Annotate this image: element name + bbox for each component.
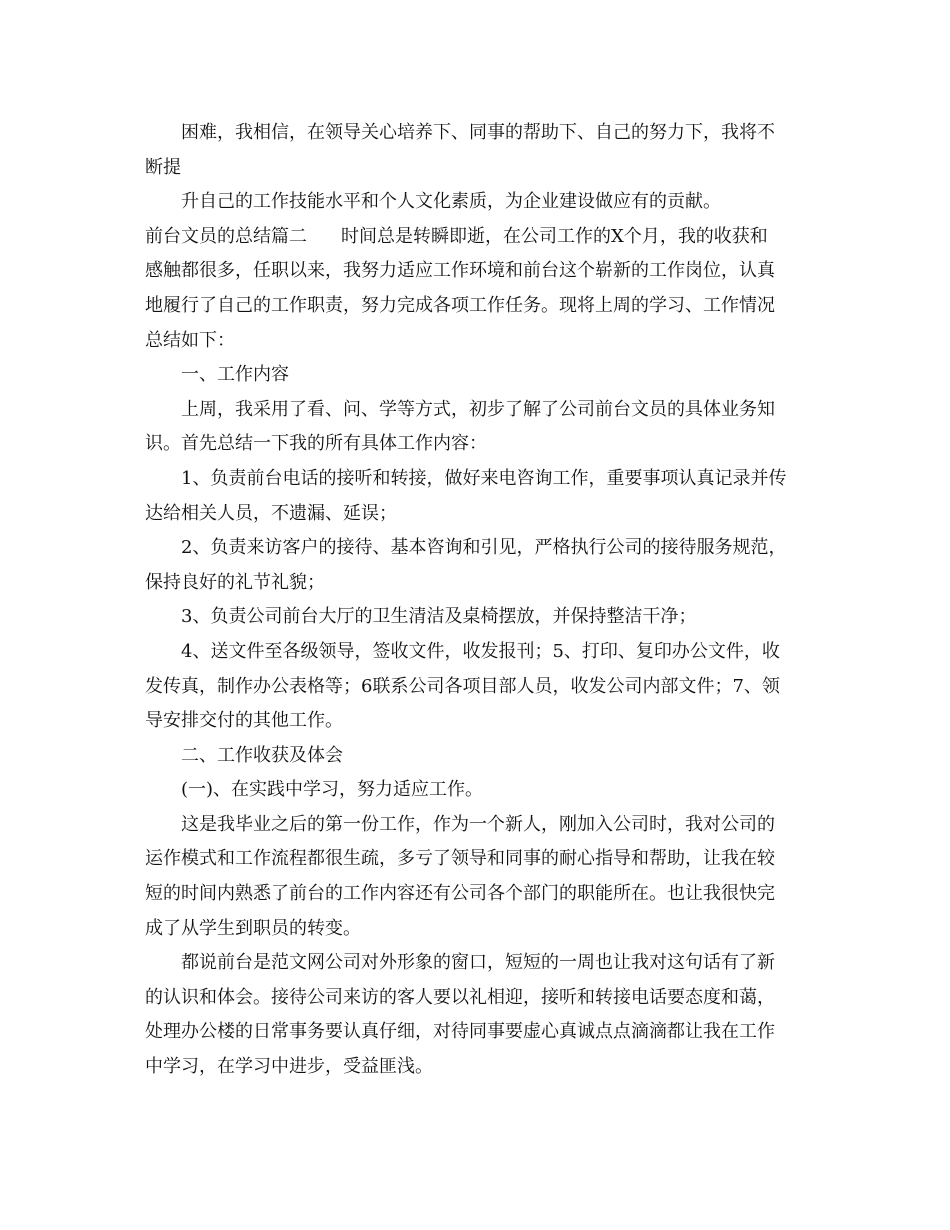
paragraph-line: 这是我毕业之后的第一份工作，作为一个新人，刚加入公司时，我对公司的 xyxy=(181,813,775,835)
list-item-line: 2、负责来访客户的接待、基本咨询和引见，严格执行公司的接待服务规范， xyxy=(181,537,787,559)
paragraph-line: 成了从学生到职员的转变。 xyxy=(145,917,361,939)
list-item-line: 4、送文件至各级领导，签收文件，收发报刊；5、打印、复印办公文件，收 xyxy=(181,640,780,662)
list-item-line: 导安排交付的其他工作。 xyxy=(145,710,343,732)
list-item-line: 发传真，制作办公表格等；6联系公司各项目部人员，收发公司内部文件；7、领 xyxy=(145,675,780,697)
paragraph-text: 时间总是转瞬即逝，在公司工作的X个月，我的收获和 xyxy=(341,225,768,247)
paragraph-line: 感触都很多，任职以来，我努力适应工作环境和前台这个崭新的工作岗位，认真 xyxy=(145,260,775,282)
paragraph-line: 断提 xyxy=(145,156,181,178)
paragraph-line: 地履行了自己的工作职责，努力完成各项工作任务。现将上周的学习、工作情况 xyxy=(145,294,775,316)
paragraph-line: 总结如下： xyxy=(145,329,235,351)
paragraph-line: 短的时间内熟悉了前台的工作内容还有公司各个部门的职能所在。也让我很快完 xyxy=(145,883,775,905)
document-body xyxy=(145,116,805,1085)
list-item-line: 1、负责前台电话的接听和转接，做好来电咨询工作，重要事项认真记录并传 xyxy=(181,467,787,489)
paragraph-line: 困难，我相信，在领导关心培养下、同事的帮助下、自己的努力下，我将不 xyxy=(181,122,775,143)
paragraph-line: 的认识和体会。接待公司来访的客人要以礼相迎，接听和转接电话要态度和蔼， xyxy=(145,986,775,1008)
section-heading: 二、工作收获及体会 xyxy=(181,744,343,766)
list-item-line: 达给相关人员，不遗漏、延误； xyxy=(145,502,397,524)
paragraph-line: 上周，我采用了看、问、学等方式，初步了解了公司前台文员的具体业务知 xyxy=(181,398,775,420)
paragraph-line: 中学习，在学习中进步，受益匪浅。 xyxy=(145,1056,433,1078)
paragraph-line: 都说前台是范文网公司对外形象的窗口，短短的一周也让我对这句话有了新 xyxy=(181,952,775,974)
list-item-line: 保持良好的礼节礼貌； xyxy=(145,571,325,593)
paragraph-line: 处理办公楼的日常事务要认真仔细，对待同事要虚心真诚点点滴滴都让我在工作 xyxy=(145,1021,775,1043)
paragraph-line: 运作模式和工作流程都很生疏，多亏了领导和同事的耐心指导和帮助，让我在较 xyxy=(145,848,775,870)
paragraph-line: 升自己的工作技能水平和个人文化素质，为企业建设做应有的贡献。 xyxy=(181,191,721,213)
section-title: 前台文员的总结篇二 xyxy=(145,225,307,247)
subsection-heading: (一)、在实践中学习，努力适应工作。 xyxy=(181,779,484,801)
list-item-line: 3、负责公司前台大厅的卫生清洁及桌椅摆放，并保持整洁干净； xyxy=(181,606,697,628)
section-heading: 一、工作内容 xyxy=(181,364,289,386)
section-title-line xyxy=(145,220,805,255)
paragraph-line: 识。首先总结一下我的所有具体工作内容： xyxy=(145,433,487,455)
